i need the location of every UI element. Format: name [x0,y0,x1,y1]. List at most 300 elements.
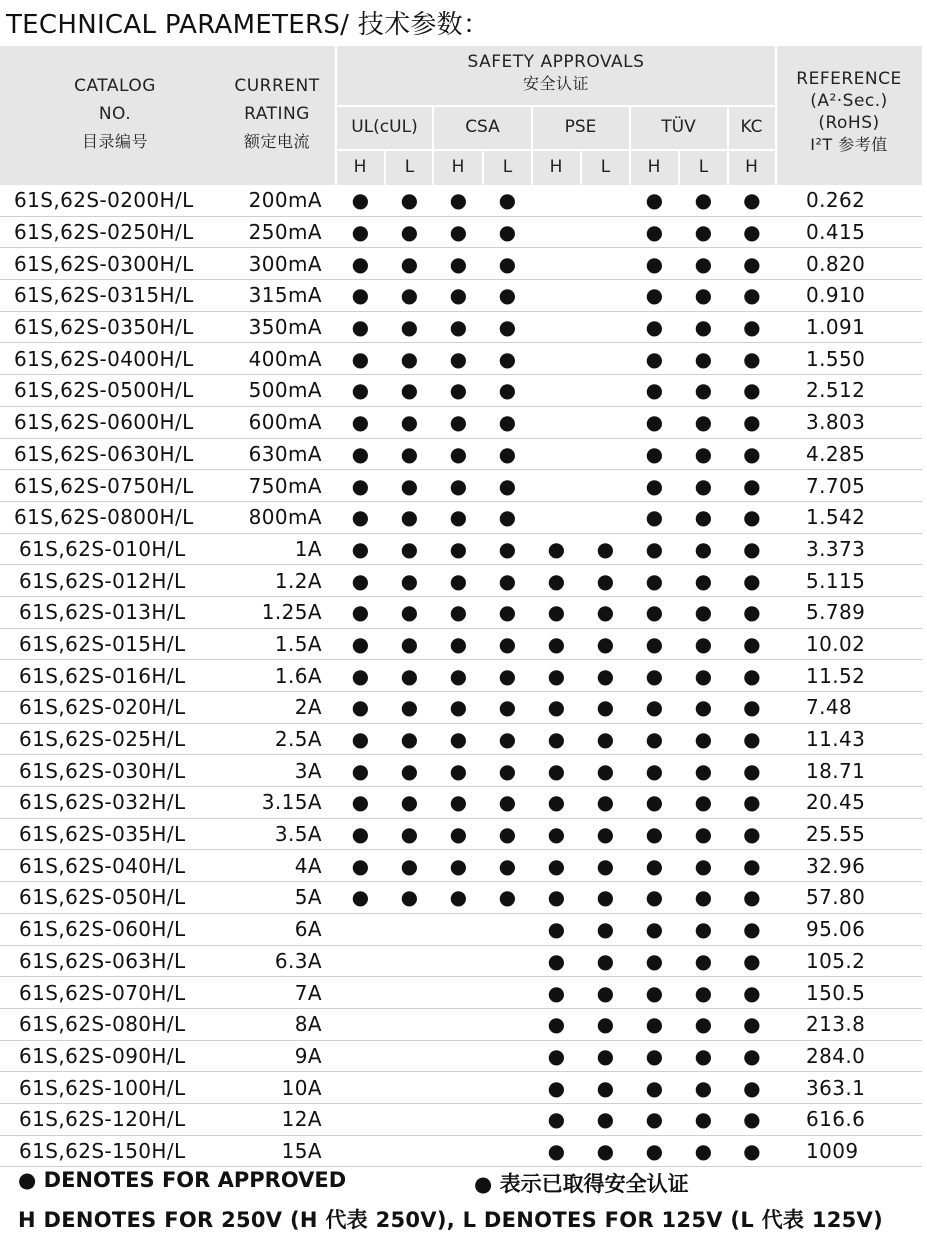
table-row [0,977,922,1009]
approved-dot: ● [728,1135,776,1167]
agency-tuv: TÜV [661,117,696,137]
catalog-cell: 61S,62S-0630H/L [0,438,218,470]
approved-dot: ● [385,343,434,375]
empty-cell [336,1072,385,1104]
approved-dot: ● [679,660,728,692]
approved-dot: ● [336,755,385,787]
current-cell: 3.5A [218,818,336,850]
approved-dot: ● [630,977,679,1009]
approved-dot: ● [532,692,581,724]
approved-dot: ● [630,660,679,692]
approved-dot: ● [483,882,532,914]
reference-cell: 1009 [776,1135,922,1167]
empty-cell [483,1072,532,1104]
approved-dot: ● [336,311,385,343]
sub-l: L [404,157,415,177]
approved-dot: ● [679,375,728,407]
approved-dot: ● [385,185,434,216]
catalog-cell: 61S,62S-0400H/L [0,343,218,375]
empty-cell [532,311,581,343]
approved-dot: ● [630,1072,679,1104]
approved-dot: ● [483,660,532,692]
empty-cell [532,185,581,216]
reference-cell: 11.52 [776,660,922,692]
empty-cell [483,1103,532,1135]
approved-dot: ● [336,628,385,660]
table-row [0,533,922,565]
approved-dot: ● [532,945,581,977]
approved-dot: ● [679,470,728,502]
catalog-cell: 61S,62S-010H/L [0,533,218,565]
table-row [0,311,922,343]
approved-dot: ● [581,977,630,1009]
catalog-cell: 61S,62S-016H/L [0,660,218,692]
reference-cell: 284.0 [776,1040,922,1072]
approved-dot: ● [581,1040,630,1072]
approved-dot: ● [581,723,630,755]
approved-dot: ● [630,1135,679,1167]
approved-dot: ● [434,470,483,502]
empty-cell [434,977,483,1009]
current-cell: 3A [218,755,336,787]
approved-dot: ● [532,723,581,755]
sub-h: H [647,157,661,177]
approved-dot: ● [385,755,434,787]
approved-dot: ● [483,343,532,375]
approved-dot: ● [532,565,581,597]
approved-dot: ● [581,1135,630,1167]
approved-dot: ● [434,533,483,565]
approved-dot: ● [532,1103,581,1135]
approved-dot: ● [630,343,679,375]
approved-dot: ● [630,501,679,533]
approved-dot: ● [581,1103,630,1135]
approved-dot: ● [581,628,630,660]
empty-cell [532,470,581,502]
approved-dot: ● [336,470,385,502]
approved-dot: ● [679,882,728,914]
approved-dot: ● [728,977,776,1009]
table-row [0,470,922,502]
approved-dot: ● [679,1040,728,1072]
table-row [0,1072,922,1104]
approved-dot: ● [434,216,483,248]
approved-dot: ● [728,1072,776,1104]
approved-dot: ● [336,185,385,216]
approved-dot: ● [434,787,483,819]
approved-dot: ● [679,216,728,248]
empty-cell [483,945,532,977]
reference-cell: 105.2 [776,945,922,977]
approved-dot: ● [336,850,385,882]
approved-dot: ● [336,501,385,533]
table-row [0,850,922,882]
catalog-cell: 61S,62S-0800H/L [0,501,218,533]
approved-dot: ● [483,216,532,248]
approved-dot: ● [679,1008,728,1040]
approved-dot: ● [385,723,434,755]
current-cell: 1.2A [218,565,336,597]
empty-cell [385,1072,434,1104]
current-cell: 315mA [218,280,336,312]
approved-dot: ● [336,692,385,724]
approved-dot: ● [483,470,532,502]
approved-dot: ● [630,1103,679,1135]
approved-dot: ● [630,470,679,502]
approved-dot: ● [483,533,532,565]
table-row [0,628,922,660]
empty-cell [336,1103,385,1135]
approved-dot: ● [385,375,434,407]
approved-dot: ● [483,501,532,533]
reference-cell: 18.71 [776,755,922,787]
reference-cell: 5.789 [776,596,922,628]
empty-cell [385,1040,434,1072]
reference-cell: 4.285 [776,438,922,470]
current-header: CURRENT RATING 额定电流 [234,76,320,151]
approved-dot: ● [336,406,385,438]
catalog-cell: 61S,62S-0350H/L [0,311,218,343]
approved-dot: ● [385,882,434,914]
approved-dot: ● [532,787,581,819]
current-cell: 1.6A [218,660,336,692]
current-cell: 2A [218,692,336,724]
empty-cell [385,1008,434,1040]
empty-cell [434,913,483,945]
current-cell: 5A [218,882,336,914]
approved-dot: ● [532,596,581,628]
approved-dot: ● [385,787,434,819]
reference-cell: 32.96 [776,850,922,882]
approved-dot: ● [336,533,385,565]
approved-dot: ● [679,565,728,597]
legend-approved-cn: ● 表示已取得安全认证 [474,1172,689,1196]
catalog-cell: 61S,62S-0200H/L [0,185,218,216]
approved-dot: ● [434,185,483,216]
empty-cell [336,913,385,945]
approved-dot: ● [728,1008,776,1040]
reference-header: REFERENCE (A²·Sec.) (RoHS) I²T 参考值 [796,69,902,154]
approved-dot: ● [728,185,776,216]
empty-cell [581,280,630,312]
approved-dot: ● [483,375,532,407]
catalog-cell: 61S,62S-012H/L [0,565,218,597]
approved-dot: ● [728,1040,776,1072]
table-row [0,1040,922,1072]
empty-cell [581,438,630,470]
empty-cell [483,977,532,1009]
table-row [0,755,922,787]
approved-dot: ● [630,565,679,597]
current-cell: 500mA [218,375,336,407]
table-row [0,818,922,850]
approved-dot: ● [679,913,728,945]
current-cell: 7A [218,977,336,1009]
table-row [0,660,922,692]
reference-cell: 95.06 [776,913,922,945]
approved-dot: ● [385,628,434,660]
approved-dot: ● [728,533,776,565]
approved-dot: ● [581,945,630,977]
current-cell: 9A [218,1040,336,1072]
current-cell: 6.3A [218,945,336,977]
empty-cell [434,1103,483,1135]
approved-dot: ● [679,945,728,977]
approved-dot: ● [532,1008,581,1040]
approved-dot: ● [728,375,776,407]
reference-cell: 1.542 [776,501,922,533]
approved-dot: ● [630,438,679,470]
empty-cell [532,280,581,312]
empty-cell [385,977,434,1009]
reference-cell: 213.8 [776,1008,922,1040]
table-row [0,438,922,470]
approved-dot: ● [728,438,776,470]
approved-dot: ● [728,470,776,502]
empty-cell [336,1040,385,1072]
approved-dot: ● [630,185,679,216]
table-row [0,216,922,248]
approved-dot: ● [532,818,581,850]
current-cell: 600mA [218,406,336,438]
approved-dot: ● [679,692,728,724]
table-row [0,723,922,755]
approved-dot: ● [630,533,679,565]
approved-dot: ● [483,596,532,628]
approved-dot: ● [336,248,385,280]
table-row [0,1135,922,1167]
approved-dot: ● [336,596,385,628]
sub-l: L [502,157,513,177]
approved-dot: ● [630,1008,679,1040]
approved-dot: ● [581,913,630,945]
empty-cell [385,1103,434,1135]
approved-dot: ● [728,1103,776,1135]
approved-dot: ● [385,818,434,850]
page-title: TECHNICAL PARAMETERS/ 技术参数： [6,10,490,40]
approved-dot: ● [434,723,483,755]
approved-dot: ● [434,311,483,343]
empty-cell [532,216,581,248]
approved-dot: ● [532,977,581,1009]
approved-dot: ● [679,280,728,312]
agency-csa: CSA [465,117,500,137]
approved-dot: ● [385,850,434,882]
parameters-table [0,185,922,1167]
approved-dot: ● [581,850,630,882]
approved-dot: ● [483,280,532,312]
approved-dot: ● [434,375,483,407]
approved-dot: ● [385,311,434,343]
approved-dot: ● [336,216,385,248]
empty-cell [581,311,630,343]
empty-cell [336,1135,385,1167]
approved-dot: ● [630,913,679,945]
approved-dot: ● [630,818,679,850]
table-row [0,945,922,977]
empty-cell [385,945,434,977]
table-row [0,565,922,597]
approved-dot: ● [483,692,532,724]
approved-dot: ● [581,1072,630,1104]
approved-dot: ● [385,565,434,597]
catalog-cell: 61S,62S-0250H/L [0,216,218,248]
approved-dot: ● [728,248,776,280]
table-row [0,882,922,914]
agency-kc: KC [740,117,763,137]
catalog-cell: 61S,62S-0600H/L [0,406,218,438]
sub-h: H [451,157,465,177]
approved-dot: ● [336,280,385,312]
approved-dot: ● [679,596,728,628]
empty-cell [581,406,630,438]
approved-dot: ● [385,248,434,280]
current-cell: 300mA [218,248,336,280]
approved-dot: ● [728,280,776,312]
reference-cell: 1.550 [776,343,922,375]
approved-dot: ● [483,787,532,819]
sub-h: H [353,157,367,177]
empty-cell [581,343,630,375]
reference-cell: 11.43 [776,723,922,755]
empty-cell [434,1135,483,1167]
reference-cell: 150.5 [776,977,922,1009]
reference-cell: 57.80 [776,882,922,914]
current-cell: 3.15A [218,787,336,819]
table-row [0,596,922,628]
empty-cell [336,977,385,1009]
approved-dot: ● [385,216,434,248]
approved-dot: ● [581,818,630,850]
approved-dot: ● [434,755,483,787]
reference-cell: 10.02 [776,628,922,660]
current-cell: 1A [218,533,336,565]
catalog-cell: 61S,62S-0300H/L [0,248,218,280]
approved-dot: ● [728,660,776,692]
table-row [0,185,922,216]
approved-dot: ● [630,628,679,660]
approved-dot: ● [385,660,434,692]
approved-dot: ● [679,248,728,280]
current-cell: 750mA [218,470,336,502]
approved-dot: ● [336,787,385,819]
empty-cell [581,248,630,280]
approved-dot: ● [630,882,679,914]
empty-cell [385,1135,434,1167]
reference-cell: 5.115 [776,565,922,597]
sub-h: H [549,157,563,177]
approved-dot: ● [434,438,483,470]
catalog-cell: 61S,62S-032H/L [0,787,218,819]
reference-cell: 0.820 [776,248,922,280]
current-cell: 1.5A [218,628,336,660]
approved-dot: ● [336,818,385,850]
approved-dot: ● [679,406,728,438]
table-row [0,1008,922,1040]
approved-dot: ● [630,406,679,438]
approved-dot: ● [679,185,728,216]
approved-dot: ● [581,596,630,628]
table-row [0,1103,922,1135]
catalog-cell: 61S,62S-060H/L [0,913,218,945]
empty-cell [434,945,483,977]
approved-dot: ● [630,216,679,248]
approved-dot: ● [483,628,532,660]
table-row [0,280,922,312]
table-row [0,787,922,819]
approved-dot: ● [728,216,776,248]
current-cell: 6A [218,913,336,945]
approved-dot: ● [434,343,483,375]
reference-cell: 25.55 [776,818,922,850]
approved-dot: ● [581,755,630,787]
reference-cell: 3.373 [776,533,922,565]
empty-cell [532,343,581,375]
approved-dot: ● [679,787,728,819]
empty-cell [581,501,630,533]
approved-dot: ● [728,596,776,628]
catalog-cell: 61S,62S-040H/L [0,850,218,882]
approved-dot: ● [581,1008,630,1040]
approved-dot: ● [434,406,483,438]
catalog-cell: 61S,62S-020H/L [0,692,218,724]
approved-dot: ● [532,533,581,565]
empty-cell [483,1040,532,1072]
approved-dot: ● [630,248,679,280]
approved-dot: ● [679,850,728,882]
current-cell: 350mA [218,311,336,343]
approved-dot: ● [483,311,532,343]
approved-dot: ● [679,818,728,850]
approved-dot: ● [630,596,679,628]
current-cell: 800mA [218,501,336,533]
approved-dot: ● [434,501,483,533]
approved-dot: ● [728,692,776,724]
reference-cell: 20.45 [776,787,922,819]
catalog-cell: 61S,62S-050H/L [0,882,218,914]
approved-dot: ● [728,913,776,945]
current-cell: 8A [218,1008,336,1040]
empty-cell [581,470,630,502]
table-row [0,913,922,945]
empty-cell [581,216,630,248]
approved-dot: ● [532,755,581,787]
approved-dot: ● [679,1103,728,1135]
approved-dot: ● [728,755,776,787]
approved-dot: ● [483,723,532,755]
catalog-cell: 61S,62S-090H/L [0,1040,218,1072]
voltage-note: H DENOTES FOR 250V (H 代表 250V), L DENOTES FOR 125V (L 代表 125V) [18,1208,884,1232]
approved-dot: ● [679,1072,728,1104]
table-row [0,692,922,724]
approved-dot: ● [630,755,679,787]
catalog-cell: 61S,62S-035H/L [0,818,218,850]
empty-cell [336,1008,385,1040]
approved-dot: ● [483,406,532,438]
catalog-cell: 61S,62S-080H/L [0,1008,218,1040]
approved-dot: ● [434,818,483,850]
approved-dot: ● [434,692,483,724]
empty-cell [434,1072,483,1104]
approved-dot: ● [434,248,483,280]
approved-dot: ● [434,882,483,914]
sub-l: L [698,157,709,177]
approved-dot: ● [532,913,581,945]
approved-dot: ● [434,565,483,597]
reference-cell: 2.512 [776,375,922,407]
catalog-cell: 61S,62S-013H/L [0,596,218,628]
approved-dot: ● [532,1135,581,1167]
